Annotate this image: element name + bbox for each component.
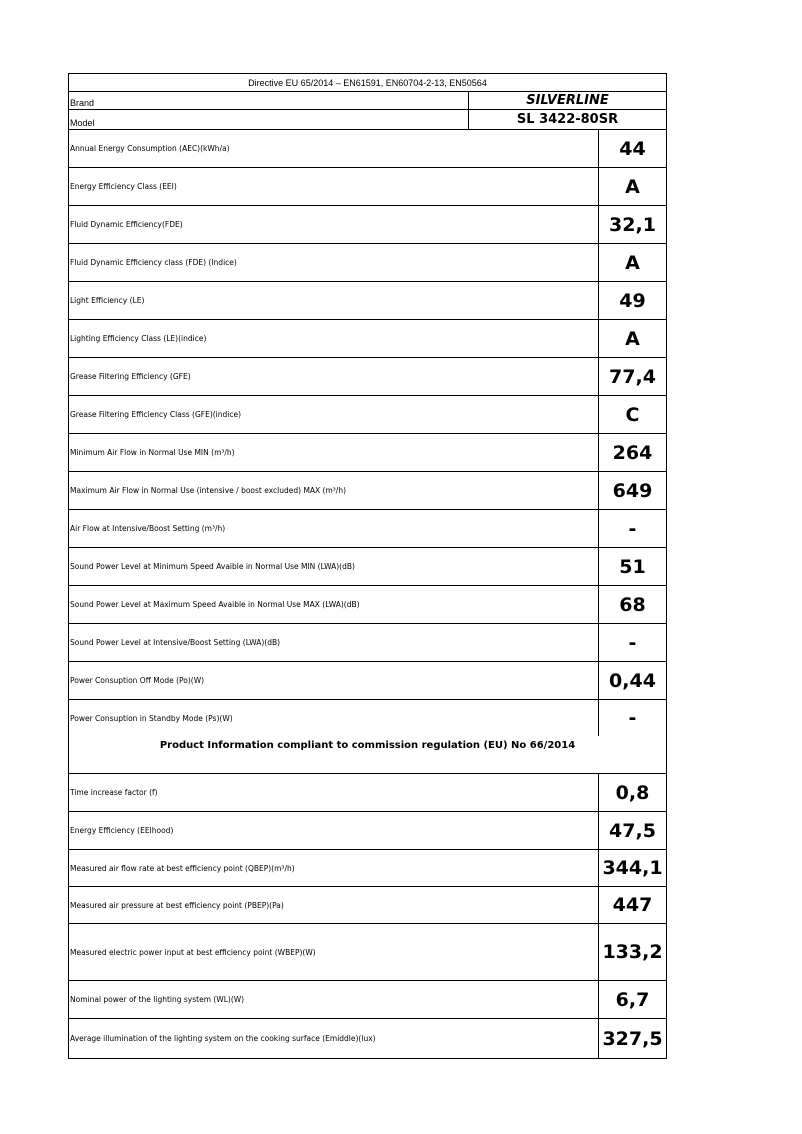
table-row	[69, 887, 666, 924]
row-label: Power Consuption in Standby Mode (Ps)(W)	[69, 700, 599, 736]
table-row	[69, 924, 666, 981]
row-value: 447	[612, 894, 653, 916]
row-value: -	[628, 517, 637, 540]
row-value: -	[628, 707, 637, 729]
table-row	[69, 662, 666, 700]
row-value: C	[625, 403, 640, 426]
row-value: 47,5	[609, 819, 656, 842]
row-label: Sound Power Level at Intensive/Boost Setting (LWA)(dB)	[69, 624, 599, 661]
row-label: Time increase factor (f)	[69, 774, 599, 811]
row-value: 649	[612, 479, 653, 502]
model-label: Model	[69, 110, 469, 129]
table-row	[69, 396, 666, 434]
model-row	[69, 110, 666, 130]
row-value: 0,44	[609, 669, 656, 692]
row-label: Lighting Efficiency Class (LE)(indice)	[69, 320, 599, 357]
section-title: Product Information compliant to commission regulation (EU) No 66/2014	[69, 736, 666, 774]
row-label: Measured electric power input at best efficiency point (WBEP)(W)	[69, 924, 599, 980]
row-value: 327,5	[602, 1027, 663, 1050]
row-label: Annual Energy Consumption (AEC)(kWh/a)	[69, 130, 599, 167]
row-label: Power Consuption Off Mode (Po)(W)	[69, 662, 599, 699]
row-value: 68	[619, 593, 646, 616]
row-label: Nominal power of the lighting system (WL)(W)	[69, 981, 599, 1018]
row-value: A	[625, 251, 640, 274]
row-label: Maximum Air Flow in Normal Use (intensive / boost excluded) MAX (m³/h)	[69, 472, 599, 509]
row-label: Energy Efficiency Class (EEI)	[69, 168, 599, 205]
table-row	[69, 358, 666, 396]
row-value: 344,1	[602, 857, 663, 879]
table-row	[69, 320, 666, 358]
row-value: 264	[612, 441, 653, 464]
model-value: SL 3422-80SR	[516, 112, 619, 127]
row-label: Measured air flow rate at best efficiency point (QBEP)(m³/h)	[69, 850, 599, 886]
table-row	[69, 624, 666, 662]
row-label: Measured air pressure at best efficiency point (PBEP)(Pa)	[69, 887, 599, 923]
table-row	[69, 434, 666, 472]
row-label: Light Efficiency (LE)	[69, 282, 599, 319]
brand-label: Brand	[69, 92, 469, 109]
row-label: Sound Power Level at Minimum Speed Avaible in Normal Use MIN (LWA)(dB)	[69, 548, 599, 585]
row-label: Energy Efficiency (EEIhood)	[69, 812, 599, 849]
table-row	[69, 981, 666, 1019]
row-label: Average illumination of the lighting system on the cooking surface (Emiddle)(lux)	[69, 1019, 599, 1058]
row-value: -	[628, 631, 637, 654]
row-value: A	[625, 327, 640, 350]
row-value: 51	[619, 555, 646, 578]
table-row	[69, 472, 666, 510]
row-label: Grease Filtering Efficiency (GFE)	[69, 358, 599, 395]
table-row	[69, 206, 666, 244]
brand-row	[69, 92, 666, 110]
row-label: Air Flow at Intensive/Boost Setting (m³/h)	[69, 510, 599, 547]
table-row	[69, 510, 666, 548]
table-row	[69, 586, 666, 624]
product-info-table	[68, 73, 667, 1059]
row-label: Fluid Dynamic Efficiency class (FDE) (Indice)	[69, 244, 599, 281]
row-value: 6,7	[615, 988, 650, 1011]
table-row	[69, 774, 666, 812]
row-label: Sound Power Level at Maximum Speed Avaible in Normal Use MAX (LWA)(dB)	[69, 586, 599, 623]
table-row	[69, 812, 666, 850]
table-row	[69, 1019, 666, 1058]
table-row	[69, 850, 666, 887]
table-row	[69, 282, 666, 320]
row-value: 0,8	[615, 781, 650, 804]
row-value: A	[625, 175, 640, 198]
row-label: Fluid Dynamic Efficiency(FDE)	[69, 206, 599, 243]
table-row	[69, 700, 666, 736]
table-row	[69, 168, 666, 206]
table-row	[69, 130, 666, 168]
row-value: 49	[619, 289, 646, 312]
row-value: 32,1	[609, 213, 656, 236]
row-value: 44	[619, 137, 646, 160]
row-label: Minimum Air Flow in Normal Use MIN (m³/h)	[69, 434, 599, 471]
table-row	[69, 244, 666, 282]
row-label: Grease Filtering Efficiency Class (GFE)(indice)	[69, 396, 599, 433]
row-value: 133,2	[602, 941, 663, 963]
brand-value: SILVERLINE	[526, 93, 609, 108]
directive-header: Directive EU 65/2014 – EN61591, EN60704-2-13, EN50564	[69, 74, 666, 92]
table-row	[69, 548, 666, 586]
row-value: 77,4	[609, 365, 656, 388]
